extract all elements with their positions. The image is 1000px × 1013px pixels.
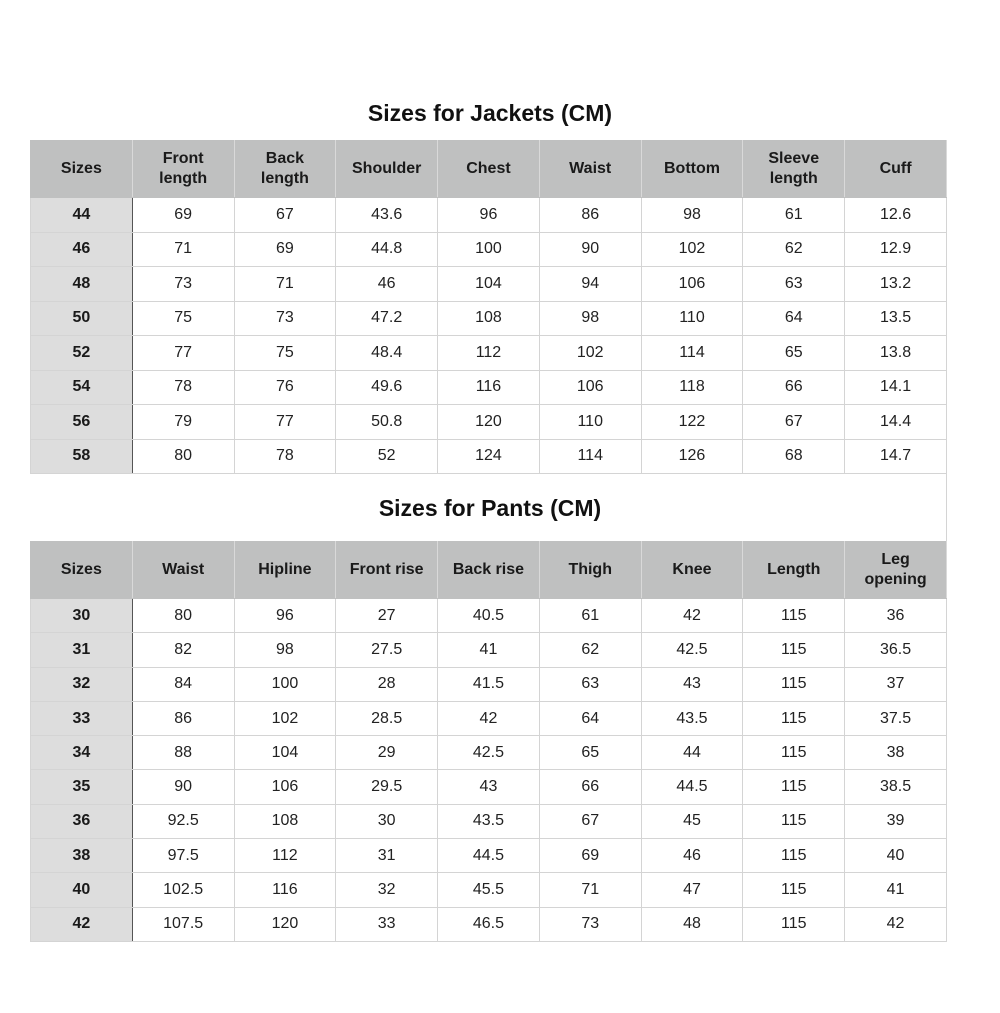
measurement-cell: 98 <box>234 633 336 667</box>
size-label-cell: 54 <box>31 370 133 405</box>
measurement-cell: 41 <box>845 873 947 907</box>
table-row <box>31 804 947 838</box>
measurement-cell: 116 <box>234 873 336 907</box>
size-label-cell: 50 <box>31 301 133 336</box>
measurement-cell: 106 <box>641 267 743 302</box>
measurement-cell: 90 <box>539 232 641 267</box>
measurement-cell: 115 <box>743 873 845 907</box>
measurement-cell: 67 <box>539 804 641 838</box>
measurement-cell: 66 <box>539 770 641 804</box>
measurement-cell: 86 <box>132 701 234 735</box>
measurement-cell: 97.5 <box>132 839 234 873</box>
size-label-cell: 52 <box>31 336 133 371</box>
measurement-cell: 36 <box>845 599 947 633</box>
measurement-cell: 28 <box>336 667 438 701</box>
measurement-cell: 124 <box>438 439 540 474</box>
measurement-cell: 115 <box>743 667 845 701</box>
measurement-cell: 77 <box>132 336 234 371</box>
measurement-cell: 63 <box>539 667 641 701</box>
table-row <box>31 736 947 770</box>
size-label-cell: 58 <box>31 439 133 474</box>
size-label-cell: 35 <box>31 770 133 804</box>
measurement-cell: 77 <box>234 405 336 440</box>
measurement-cell: 115 <box>743 633 845 667</box>
measurement-cell: 13.2 <box>845 267 947 302</box>
measurement-cell: 27.5 <box>336 633 438 667</box>
measurement-cell: 36.5 <box>845 633 947 667</box>
size-label-cell: 30 <box>31 599 133 633</box>
measurement-cell: 14.7 <box>845 439 947 474</box>
measurement-cell: 115 <box>743 599 845 633</box>
size-label-cell: 38 <box>31 839 133 873</box>
measurement-cell: 104 <box>234 736 336 770</box>
measurement-cell: 47 <box>641 873 743 907</box>
measurement-cell: 82 <box>132 633 234 667</box>
measurement-cell: 115 <box>743 701 845 735</box>
measurement-cell: 42 <box>641 599 743 633</box>
size-label-cell: 44 <box>31 198 133 233</box>
pants-header-cell: Thigh <box>539 542 641 599</box>
jackets-header-cell: Bottom <box>641 141 743 198</box>
measurement-cell: 43.6 <box>336 198 438 233</box>
table-row <box>31 439 947 474</box>
measurement-cell: 52 <box>336 439 438 474</box>
jackets-header-row <box>31 141 947 198</box>
measurement-cell: 73 <box>539 907 641 941</box>
measurement-cell: 61 <box>743 198 845 233</box>
measurement-cell: 106 <box>539 370 641 405</box>
measurement-cell: 86 <box>539 198 641 233</box>
measurement-cell: 66 <box>743 370 845 405</box>
measurement-cell: 37 <box>845 667 947 701</box>
table-row <box>31 667 947 701</box>
pants-header-cell: Leg opening <box>845 542 947 599</box>
measurement-cell: 29 <box>336 736 438 770</box>
measurement-cell: 64 <box>743 301 845 336</box>
table-row <box>31 267 947 302</box>
measurement-cell: 46 <box>336 267 438 302</box>
table-row <box>31 599 947 633</box>
pants-header-cell: Hipline <box>234 542 336 599</box>
size-label-cell: 40 <box>31 873 133 907</box>
measurement-cell: 102.5 <box>132 873 234 907</box>
measurement-cell: 120 <box>438 405 540 440</box>
pants-header-cell: Back rise <box>438 542 540 599</box>
table-row <box>31 301 947 336</box>
measurement-cell: 29.5 <box>336 770 438 804</box>
measurement-cell: 14.1 <box>845 370 947 405</box>
pants-header-row <box>31 542 947 599</box>
table-row <box>31 232 947 267</box>
measurement-cell: 102 <box>641 232 743 267</box>
measurement-cell: 41 <box>438 633 540 667</box>
measurement-cell: 44.8 <box>336 232 438 267</box>
measurement-cell: 38.5 <box>845 770 947 804</box>
measurement-cell: 115 <box>743 907 845 941</box>
measurement-cell: 44.5 <box>641 770 743 804</box>
jackets-header-cell: Sizes <box>31 141 133 198</box>
pants-table-body <box>31 599 947 942</box>
measurement-cell: 115 <box>743 770 845 804</box>
measurement-cell: 116 <box>438 370 540 405</box>
pants-size-table <box>30 541 947 942</box>
measurement-cell: 80 <box>132 439 234 474</box>
size-label-cell: 36 <box>31 804 133 838</box>
measurement-cell: 114 <box>641 336 743 371</box>
jackets-header-cell: Waist <box>539 141 641 198</box>
pants-header-cell: Sizes <box>31 542 133 599</box>
jackets-table-body <box>31 198 947 474</box>
jackets-header-cell: Cuff <box>845 141 947 198</box>
measurement-cell: 84 <box>132 667 234 701</box>
table-row <box>31 405 947 440</box>
measurement-cell: 45 <box>641 804 743 838</box>
measurement-cell: 73 <box>132 267 234 302</box>
measurement-cell: 102 <box>539 336 641 371</box>
table-row <box>31 198 947 233</box>
measurement-cell: 104 <box>438 267 540 302</box>
measurement-cell: 75 <box>234 336 336 371</box>
size-label-cell: 56 <box>31 405 133 440</box>
measurement-cell: 31 <box>336 839 438 873</box>
jackets-header-cell: Sleeve length <box>743 141 845 198</box>
measurement-cell: 42.5 <box>438 736 540 770</box>
size-label-cell: 46 <box>31 232 133 267</box>
measurement-cell: 40 <box>845 839 947 873</box>
table-row <box>31 370 947 405</box>
measurement-cell: 37.5 <box>845 701 947 735</box>
measurement-cell: 14.4 <box>845 405 947 440</box>
measurement-cell: 71 <box>234 267 336 302</box>
measurement-cell: 43.5 <box>641 701 743 735</box>
measurement-cell: 43.5 <box>438 804 540 838</box>
pants-header-cell: Waist <box>132 542 234 599</box>
jackets-header-cell: Back length <box>234 141 336 198</box>
jackets-title: Sizes for Jackets (CM) <box>367 100 613 126</box>
measurement-cell: 49.6 <box>336 370 438 405</box>
pants-header-cell: Front rise <box>336 542 438 599</box>
measurement-cell: 78 <box>132 370 234 405</box>
measurement-cell: 46.5 <box>438 907 540 941</box>
measurement-cell: 96 <box>438 198 540 233</box>
measurement-cell: 106 <box>234 770 336 804</box>
jackets-header-cell: Chest <box>438 141 540 198</box>
measurement-cell: 69 <box>539 839 641 873</box>
measurement-cell: 43 <box>641 667 743 701</box>
measurement-cell: 122 <box>641 405 743 440</box>
jackets-header-cell: Shoulder <box>336 141 438 198</box>
measurement-cell: 33 <box>336 907 438 941</box>
measurement-cell: 41.5 <box>438 667 540 701</box>
pants-header-cell: Length <box>743 542 845 599</box>
measurement-cell: 100 <box>234 667 336 701</box>
measurement-cell: 102 <box>234 701 336 735</box>
pants-title: Sizes for Pants (CM) <box>378 495 602 521</box>
measurement-cell: 115 <box>743 839 845 873</box>
table-row <box>31 770 947 804</box>
table-row <box>31 907 947 941</box>
measurement-cell: 69 <box>132 198 234 233</box>
measurement-cell: 107.5 <box>132 907 234 941</box>
measurement-cell: 98 <box>539 301 641 336</box>
measurement-cell: 46 <box>641 839 743 873</box>
measurement-cell: 120 <box>234 907 336 941</box>
measurement-cell: 108 <box>438 301 540 336</box>
measurement-cell: 62 <box>743 232 845 267</box>
table-row <box>31 336 947 371</box>
measurement-cell: 76 <box>234 370 336 405</box>
measurement-cell: 110 <box>641 301 743 336</box>
measurement-cell: 13.5 <box>845 301 947 336</box>
measurement-cell: 42 <box>845 907 947 941</box>
measurement-cell: 94 <box>539 267 641 302</box>
measurement-cell: 47.2 <box>336 301 438 336</box>
measurement-cell: 27 <box>336 599 438 633</box>
measurement-cell: 63 <box>743 267 845 302</box>
measurement-cell: 88 <box>132 736 234 770</box>
measurement-cell: 48 <box>641 907 743 941</box>
measurement-cell: 48.4 <box>336 336 438 371</box>
measurement-cell: 71 <box>539 873 641 907</box>
measurement-cell: 112 <box>234 839 336 873</box>
measurement-cell: 61 <box>539 599 641 633</box>
measurement-cell: 71 <box>132 232 234 267</box>
measurement-cell: 115 <box>743 804 845 838</box>
measurement-cell: 28.5 <box>336 701 438 735</box>
measurement-cell: 45.5 <box>438 873 540 907</box>
measurement-cell: 69 <box>234 232 336 267</box>
measurement-cell: 110 <box>539 405 641 440</box>
measurement-cell: 42 <box>438 701 540 735</box>
measurement-cell: 80 <box>132 599 234 633</box>
table-row <box>31 839 947 873</box>
measurement-cell: 44.5 <box>438 839 540 873</box>
measurement-cell: 12.6 <box>845 198 947 233</box>
measurement-cell: 50.8 <box>336 405 438 440</box>
measurement-cell: 96 <box>234 599 336 633</box>
measurement-cell: 115 <box>743 736 845 770</box>
size-label-cell: 31 <box>31 633 133 667</box>
measurement-cell: 75 <box>132 301 234 336</box>
size-label-cell: 48 <box>31 267 133 302</box>
measurement-cell: 98 <box>641 198 743 233</box>
jackets-size-table <box>30 140 947 474</box>
measurement-cell: 79 <box>132 405 234 440</box>
table-row <box>31 633 947 667</box>
measurement-cell: 32 <box>336 873 438 907</box>
measurement-cell: 44 <box>641 736 743 770</box>
measurement-cell: 73 <box>234 301 336 336</box>
measurement-cell: 78 <box>234 439 336 474</box>
measurement-cell: 38 <box>845 736 947 770</box>
measurement-cell: 108 <box>234 804 336 838</box>
measurement-cell: 43 <box>438 770 540 804</box>
table-row <box>31 873 947 907</box>
measurement-cell: 40.5 <box>438 599 540 633</box>
pants-header-cell: Knee <box>641 542 743 599</box>
size-label-cell: 42 <box>31 907 133 941</box>
measurement-cell: 67 <box>743 405 845 440</box>
measurement-cell: 118 <box>641 370 743 405</box>
measurement-cell: 114 <box>539 439 641 474</box>
jackets-header-cell: Front length <box>132 141 234 198</box>
table-row <box>31 701 947 735</box>
measurement-cell: 65 <box>539 736 641 770</box>
measurement-cell: 13.8 <box>845 336 947 371</box>
measurement-cell: 64 <box>539 701 641 735</box>
measurement-cell: 68 <box>743 439 845 474</box>
measurement-cell: 62 <box>539 633 641 667</box>
measurement-cell: 65 <box>743 336 845 371</box>
size-label-cell: 32 <box>31 667 133 701</box>
measurement-cell: 12.9 <box>845 232 947 267</box>
measurement-cell: 126 <box>641 439 743 474</box>
measurement-cell: 92.5 <box>132 804 234 838</box>
size-label-cell: 34 <box>31 736 133 770</box>
measurement-cell: 30 <box>336 804 438 838</box>
measurement-cell: 100 <box>438 232 540 267</box>
size-label-cell: 33 <box>31 701 133 735</box>
measurement-cell: 67 <box>234 198 336 233</box>
measurement-cell: 39 <box>845 804 947 838</box>
measurement-cell: 90 <box>132 770 234 804</box>
measurement-cell: 112 <box>438 336 540 371</box>
measurement-cell: 42.5 <box>641 633 743 667</box>
